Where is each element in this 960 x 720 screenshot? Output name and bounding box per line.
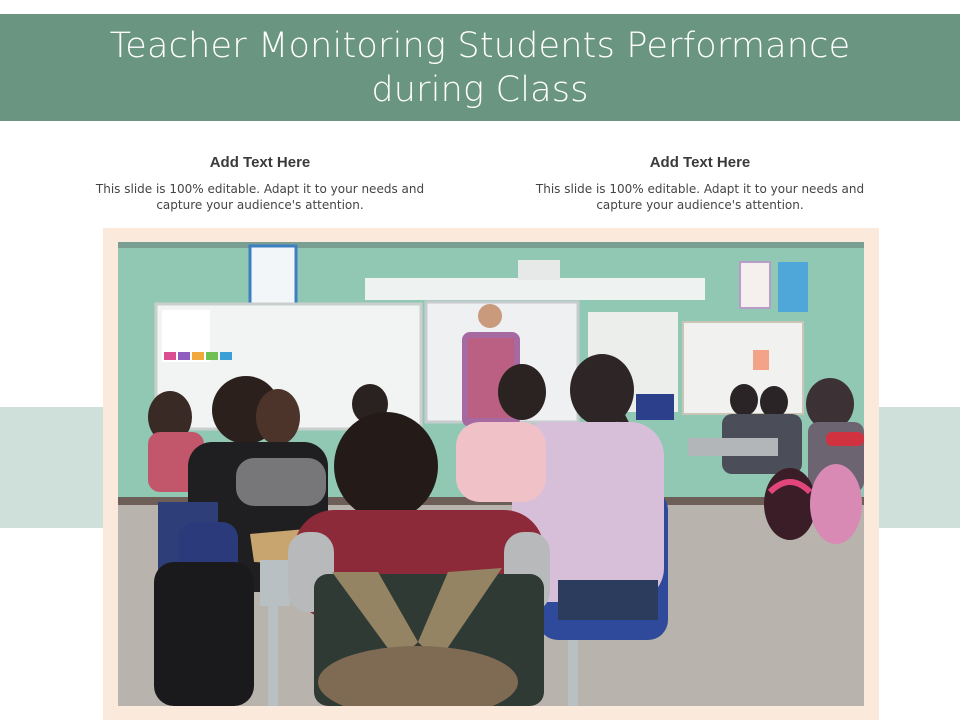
classroom-photo [118,242,864,706]
title-band [0,14,960,121]
text-block-body: This slide is 100% editable. Adapt it to your needs and capture your audience's attention. [95,182,425,212]
text-block-heading: Add Text Here [649,154,751,171]
text-block-heading: Add Text Here [209,154,311,171]
slide-title: Teacher Monitoring Students Performance during Class [109,25,851,110]
classroom-illustration [118,242,864,706]
text-block-right [530,153,870,213]
text-block-left [90,153,430,213]
text-block-body: This slide is 100% editable. Adapt it to your needs and capture your audience's attention. [535,182,865,212]
